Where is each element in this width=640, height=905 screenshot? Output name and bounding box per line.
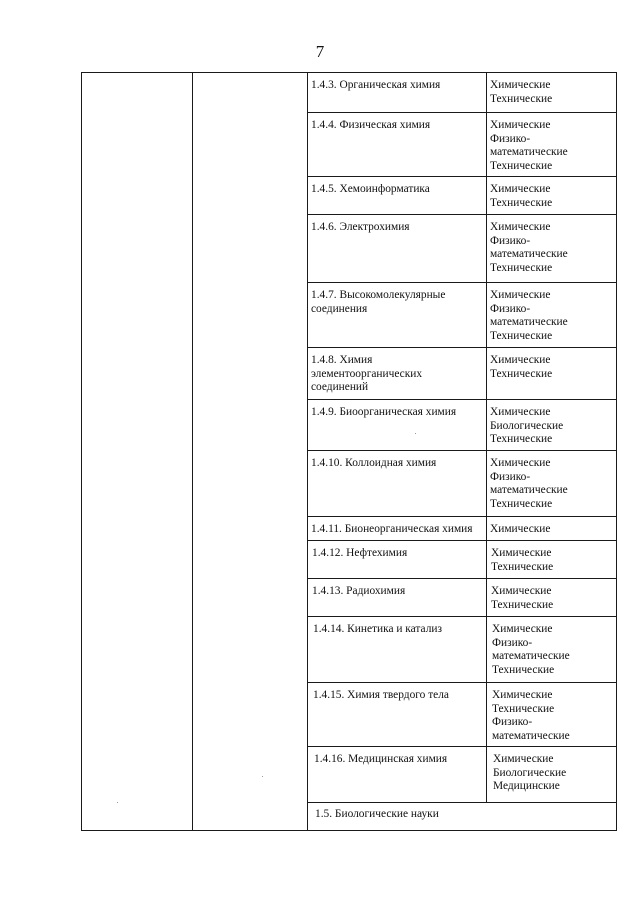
branch-cell (490, 457, 568, 511)
branch-cell-line: математические (490, 484, 568, 497)
branch-cell-line: Технические (490, 433, 553, 446)
specialty-cell-line: 1.4.13. Радиохимия (312, 585, 406, 597)
specialty-cell-line: 1.4.3. Органическая химия (311, 79, 441, 91)
branch-cell-line: Технические (492, 702, 555, 715)
specialty-cell-line: 1.4.12. Нефтехимия (312, 547, 408, 559)
branch-cell-line: Химические (490, 119, 551, 131)
branch-cell-line: Химические (493, 753, 554, 765)
specialty-cell (311, 523, 473, 537)
branch-cell-line: Физико- (492, 716, 533, 729)
branch-cell (490, 289, 568, 343)
branch-cell-line: Технические (491, 598, 554, 611)
branch-cell-line: Технические (490, 159, 553, 172)
row-divider (307, 802, 617, 803)
branch-cell-line: Технические (490, 367, 553, 380)
branch-cell-line: Химические (491, 547, 552, 559)
branch-cell-line: математические (490, 146, 568, 159)
specialty-cell-line: 1.4.7. Высокомолекулярные (311, 289, 446, 301)
branch-cell (490, 523, 550, 537)
column-divider (192, 72, 193, 830)
row-divider (307, 347, 617, 348)
branch-cell (490, 119, 568, 173)
specialty-cell (311, 457, 436, 471)
branch-cell-line: математические (490, 248, 568, 261)
specialty-cell (311, 79, 440, 93)
branch-cell-line: Биологические (493, 766, 567, 779)
branch-cell-line: Технические (490, 92, 553, 105)
branch-cell (492, 689, 570, 743)
row-divider (307, 214, 617, 215)
branch-cell-line: Физико- (492, 636, 533, 649)
branch-cell-line: Химические (490, 79, 551, 91)
specialty-cell-line: 1.4.16. Медицинская химия (314, 753, 448, 765)
specialty-cell (312, 547, 407, 561)
row-divider (307, 450, 617, 451)
branch-cell-line: Химические (490, 406, 551, 418)
section-heading: 1.5. Биологические науки (315, 808, 439, 820)
row-divider (307, 578, 617, 579)
branch-cell-line: математические (492, 650, 570, 663)
specialty-cell-line: 1.4.11. Бионеорганическая химия (311, 523, 473, 535)
branch-cell-line: Технические (490, 497, 553, 510)
specialty-cell-line: 1.4.14. Кинетика и катализ (313, 623, 442, 635)
specialty-cell (311, 354, 422, 395)
branch-cell (490, 406, 563, 447)
row-divider (307, 112, 617, 113)
branch-cell-line: Технические (490, 261, 553, 274)
branch-cell-line: Химические (491, 585, 552, 597)
column-divider (486, 72, 487, 802)
branch-cell-line: Технические (492, 663, 555, 676)
branch-cell-line: Физико- (490, 132, 531, 145)
branch-cell-line: Химические (490, 183, 551, 195)
specialty-cell-line: 1.4.6. Электрохимия (311, 221, 410, 233)
specialty-cell-line: 1.4.8. Химия (311, 354, 373, 366)
branch-cell-line: Химические (490, 354, 551, 366)
specialty-cell-line: 1.4.4. Физическая химия (311, 119, 431, 131)
branch-cell (490, 221, 568, 275)
branch-cell-line: Химические (492, 623, 553, 635)
branch-cell (490, 354, 552, 381)
branch-cell (492, 623, 570, 677)
scan-speck (415, 433, 416, 434)
specialty-cell (311, 289, 445, 316)
branch-cell-line: Технические (490, 329, 553, 342)
specialty-cell-line: 1.4.9. Биоорганическая химия (311, 406, 457, 418)
specialty-cell (313, 623, 442, 637)
branch-cell (491, 585, 553, 612)
row-divider (307, 399, 617, 400)
specialty-cell (311, 183, 430, 197)
specialty-cell-line: соединения (311, 302, 368, 315)
row-divider (307, 540, 617, 541)
row-divider (307, 746, 617, 747)
branch-cell-line: Химические (490, 457, 551, 469)
branch-cell-line: Биологические (490, 419, 564, 432)
row-divider (307, 516, 617, 517)
branch-cell-line: Химические (490, 221, 551, 233)
branch-cell-line: Технические (490, 196, 553, 209)
specialty-cell (314, 753, 447, 767)
specialty-cell-line: 1.4.10. Коллоидная химия (311, 457, 437, 469)
branch-cell-line: Физико- (490, 234, 531, 247)
specialty-cell-line: 1.4.5. Хемоинформатика (311, 183, 430, 195)
branch-cell (490, 183, 552, 210)
specialty-cell (312, 585, 405, 599)
specialty-cell-line: 1.4.15. Химия твердого тела (313, 689, 449, 701)
column-divider (307, 72, 308, 830)
specialty-cell (311, 221, 410, 235)
branch-cell-line: Физико- (490, 470, 531, 483)
row-divider (307, 176, 617, 177)
row-divider (307, 682, 617, 683)
branch-cell (493, 753, 566, 794)
table-border-bottom (81, 830, 617, 831)
branch-cell-line: математические (492, 729, 570, 742)
branch-cell-line: Физико- (490, 302, 531, 315)
branch-cell-line: Медицинские (493, 780, 560, 793)
table-border-left (81, 72, 82, 831)
specialty-cell (311, 119, 430, 133)
table-border-top (81, 72, 617, 73)
branch-cell-line: Технические (491, 560, 554, 573)
page-number: 7 (315, 42, 325, 61)
branch-cell-line: Химические (492, 689, 553, 701)
specialty-cell-line: соединений (311, 381, 369, 394)
specialty-cell-line: элементоорганических (311, 367, 423, 380)
scan-speck (262, 776, 263, 777)
specialty-cell (313, 689, 449, 703)
specialty-cell (311, 406, 456, 420)
row-divider (307, 616, 617, 617)
branch-cell (490, 79, 552, 106)
branch-cell-line: Химические (490, 523, 551, 535)
branch-cell (491, 547, 553, 574)
branch-cell-line: математические (490, 316, 568, 329)
branch-cell-line: Химические (490, 289, 551, 301)
table-border-right (616, 72, 617, 831)
scan-speck (117, 802, 118, 803)
row-divider (307, 282, 617, 283)
